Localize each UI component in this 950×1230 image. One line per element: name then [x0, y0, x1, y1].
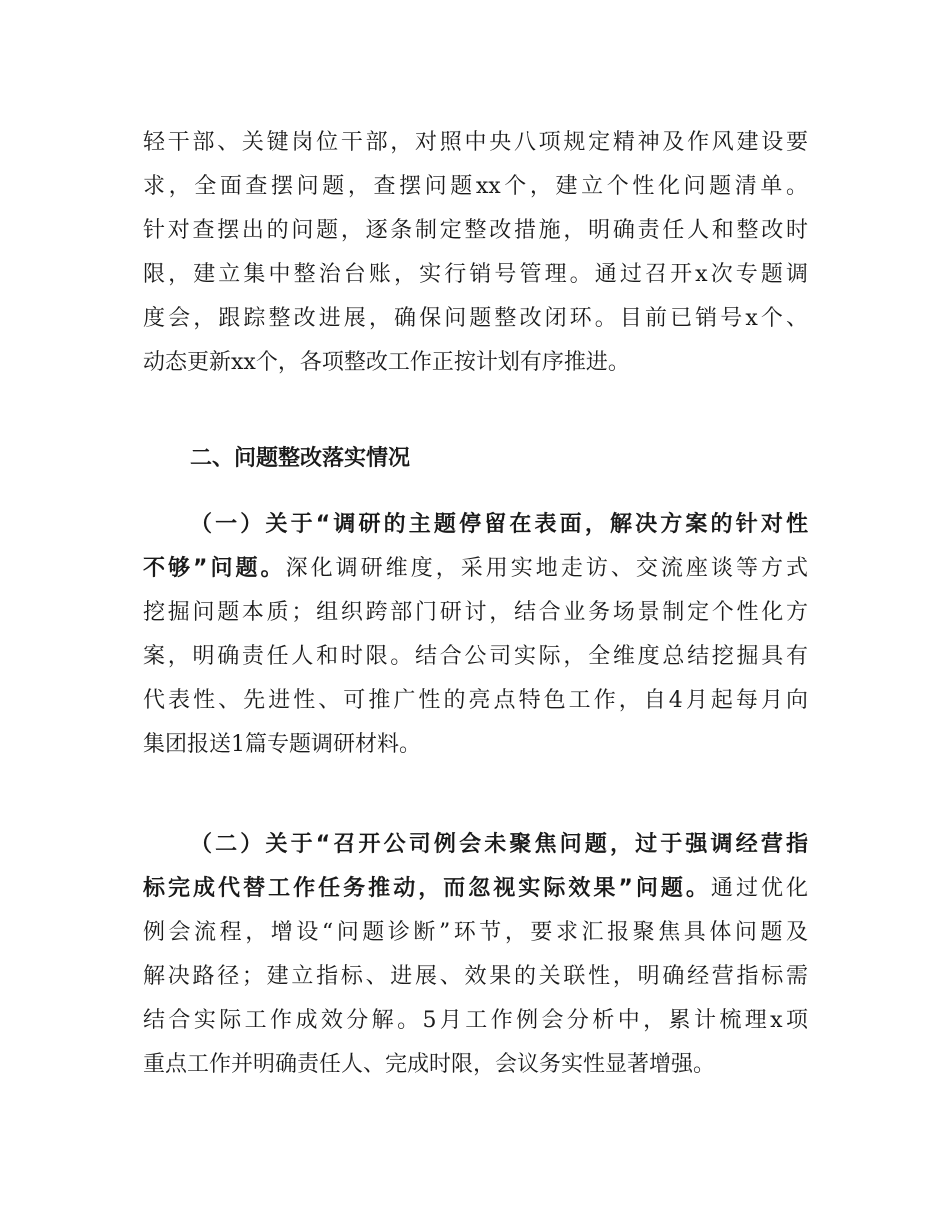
- text-line: [143, 253, 808, 297]
- text-line: [143, 999, 808, 1043]
- text-line: [143, 635, 808, 679]
- bold-text: 不够”问题。: [143, 556, 286, 581]
- body-text: 度会，跟踪整改进展，确保问题整改闭环。目前已销号x个、: [143, 306, 808, 331]
- text-line: [143, 547, 808, 591]
- text-line: [143, 165, 808, 209]
- body-text: 通过优化: [710, 876, 808, 901]
- text-line: [143, 723, 808, 767]
- body-text: 解决路径；建立指标、进展、效果的关联性，明确经营指标需: [143, 964, 808, 989]
- text-line: [143, 121, 808, 165]
- body-text: 求，全面查摆问题，查摆问题xx个，建立个性化问题清单。: [143, 174, 808, 199]
- text-line: [143, 297, 808, 341]
- body-text: 代表性、先进性、可推广性的亮点特色工作，自4月起每月向: [143, 688, 808, 713]
- document-page: [143, 121, 808, 1087]
- body-text: 动态更新xx个，各项整改工作正按计划有序推进。: [143, 350, 630, 375]
- text-line: [143, 209, 808, 253]
- bold-text: （二）关于“召开公司例会未聚焦问题，过于强调经营指: [190, 832, 808, 857]
- body-text: 集团报送1篇专题调研材料。: [143, 732, 421, 757]
- body-text: 案，明确责任人和时限。结合公司实际，全维度总结挖掘具有: [143, 644, 808, 669]
- text-line: [143, 955, 808, 999]
- text-line: [143, 591, 808, 635]
- body-text: 重点工作并明确责任人、完成时限，会议务实性显著增强。: [143, 1052, 716, 1077]
- text-line: [143, 1043, 808, 1087]
- text-line: [143, 503, 808, 547]
- paragraph-intro-continued: [143, 121, 808, 385]
- text-line: [143, 679, 808, 723]
- text-line: [143, 911, 808, 955]
- bold-text: 二、问题整改落实情况: [190, 446, 411, 471]
- section-heading: [143, 437, 808, 481]
- body-text: 挖掘问题本质；组织跨部门研讨，结合业务场景制定个性化方: [143, 600, 808, 625]
- bold-text: （一）关于“调研的主题停留在表面，解决方案的针对性: [190, 512, 808, 537]
- body-text: 限，建立集中整治台账，实行销号管理。通过召开x次专题调: [143, 262, 808, 287]
- body-text: 针对查摆出的问题，逐条制定整改措施，明确责任人和整改时: [143, 218, 808, 243]
- body-text: 结合实际工作成效分解。5月工作例会分析中，累计梳理x项: [143, 1008, 808, 1033]
- text-line: [143, 437, 808, 481]
- text-line: [143, 823, 808, 867]
- body-text: 例会流程，增设“问题诊断”环节，要求汇报聚焦具体问题及: [143, 920, 808, 945]
- text-line: [143, 341, 808, 385]
- paragraph-item-2: [143, 823, 808, 1087]
- body-text: 深化调研维度，采用实地走访、交流座谈等方式: [285, 556, 808, 581]
- text-line: [143, 867, 808, 911]
- bold-text: 标完成代替工作任务推动，而忽视实际效果”问题。: [143, 876, 711, 901]
- paragraph-item-1: [143, 503, 808, 767]
- body-text: 轻干部、关键岗位干部，对照中央八项规定精神及作风建设要: [143, 130, 808, 155]
